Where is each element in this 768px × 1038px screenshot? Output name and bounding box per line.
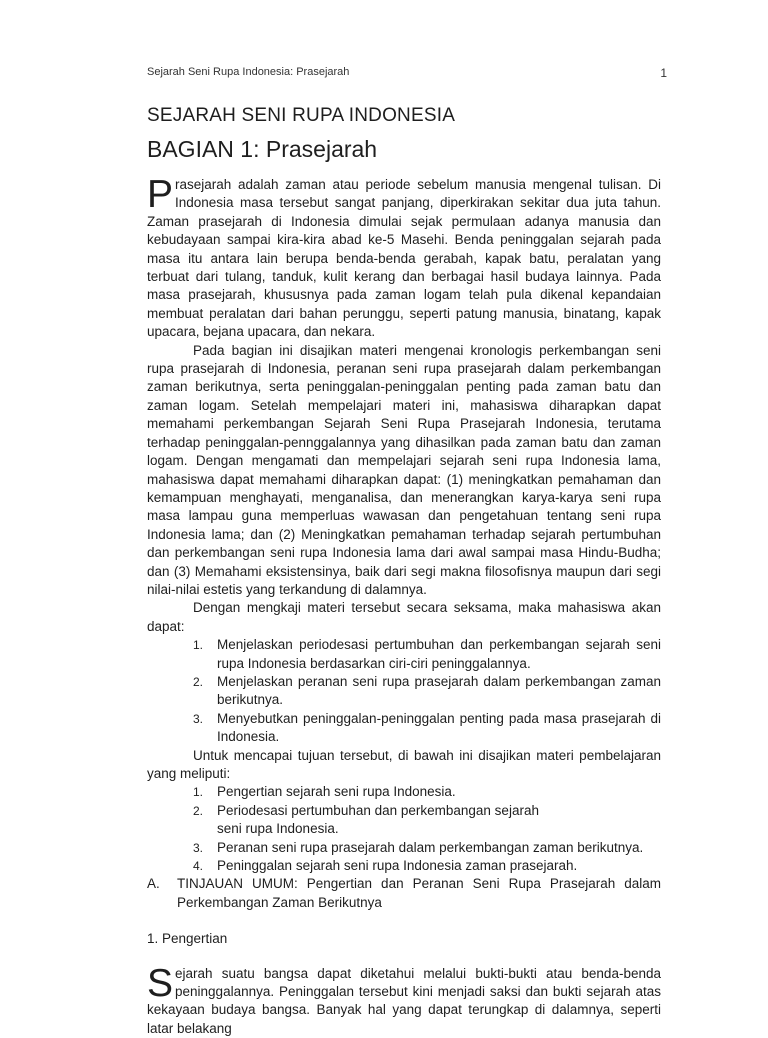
intro-paragraph xyxy=(147,173,661,342)
closing-dropcap: S xyxy=(147,961,174,1005)
document-title: SEJARAH SENI RUPA INDONESIA xyxy=(147,105,456,126)
list-item-text: Menyebutkan peninggalan-peninggalan penting pada masa prasejarah di Indonesia. xyxy=(217,710,661,745)
list-item-text: Pengertian sejarah seni rupa Indonesia. xyxy=(217,784,456,800)
section-a-heading xyxy=(147,875,661,912)
running-title: Sejarah Seni Rupa Indonesia: Prasejarah xyxy=(147,66,350,78)
list-item xyxy=(147,857,661,875)
intro-dropcap: P xyxy=(147,173,174,216)
list-item-number: 4. xyxy=(193,859,204,874)
closing-text: ejarah suatu bangsa dapat diketahui melalui bukti-bukti atau benda-benda peninggalannya. Peninggalan tersebut kini menjadi saksi dan bukti sejarah atas kekayaan budaya bangsa. Banyak hal yang dapat terungkap di dalamnya, seperti latar belakang xyxy=(147,965,661,1036)
page-number: 1 xyxy=(660,66,667,80)
part-title: BAGIAN 1: Prasejarah xyxy=(147,136,378,162)
list-item xyxy=(147,802,661,839)
list-item-text: Menjelaskan peranan seni rupa prasejarah dalam perkembangan zaman berikutnya. xyxy=(217,673,661,708)
list-item-number: 2. xyxy=(193,674,204,689)
list-item-number: 3. xyxy=(193,840,204,855)
section-title: TINJAUAN UMUM: Pengertian dan Peranan Seni Rupa Prasejarah dalam Perkembangan Zaman Berikutnya xyxy=(177,876,661,910)
list-item-text: Menjelaskan periodesasi pertumbuhan dan perkembangan sejarah seni rupa Indonesia berdasarkan ciri-ciri peninggalannya. xyxy=(217,637,661,671)
list-item-number: 3. xyxy=(193,711,204,726)
section-letter: A. xyxy=(147,876,160,892)
list-item xyxy=(147,673,661,710)
subsection-heading: 1. Pengertian xyxy=(147,931,228,947)
list-item-text: Peninggalan sejarah seni rupa Indonesia zaman prasejarah. xyxy=(217,858,578,874)
list-item xyxy=(147,839,661,857)
materials-list xyxy=(147,783,661,875)
list-item-number: 1. xyxy=(193,785,204,800)
objectives-list xyxy=(147,636,661,746)
list-item-text: Periodesasi pertumbuhan dan perkembangan sejarah seni rupa Indonesia. xyxy=(217,802,539,837)
paragraph-scope: Pada bagian ini disajikan materi mengenai kronologis perkembangan seni rupa prasejarah di Indonesia, peranan seni rupa prasejarah dalam perkembangan zaman berikutnya, serta peninggalan-peninggalan penting pada zaman batu dan zaman logam. Setelah mempelajari materi ini, mahasiswa diharapkan dapat memahami perkembangan Sejarah Seni Rupa Prasejarah Indonesia, terutama terhadap peninggalan-pennggalannya yang dihasilkan pada zaman batu dan zaman logam. Dengan mengamati dan mempelajari sejarah seni rupa Indonesia lama, mahasiswa dapat memahami diharapkan dapat: (1) meningkatkan pemahaman dan kemampuan menghayati, menganalisa, dan menerangkan karya-karya seni rupa masa lampau guna memperluas wawasan dan pengetahuan tentang seni rupa Indonesia lama; dan (2) Meningkatkan pemahaman terhadap sejarah pertumbuhan dan perkembangan seni rupa Indonesia lama dari awal sampai masa Hindu-Budha; dan (3) Memahami eksistensinya, baik dari segi makna filosofisnya maupun dari segi nilai-nilai estetis yang terkandung di dalamnya. xyxy=(147,342,661,597)
list-item xyxy=(147,636,661,673)
page-header xyxy=(147,66,667,78)
list-item xyxy=(147,783,661,801)
list-item-number: 1. xyxy=(193,638,204,653)
intro-text: rasejarah adalah zaman atau periode sebelum manusia mengenal tulisan. Di Indonesia masa tersebut sangat panjang, diperkirakan sekitar dua juta tahun. Zaman prasejarah di Indonesia dimulai sejak permulaan adanya manusia dan kebudayaan sampai kira-kira abad ke-5 Masehi. Benda peninggalan sejarah pada masa itu antara lain berupa benda-benda gerabah, kapak batu, peralatan yang terbuat dari tulang, tanduk, kulit kerang dan berbagai hasil budaya lainnya. Pada masa prasejarah, khususnya pada zaman logam telah pula dikenal kepandaian membuat peralatan dari bahan perunggu, seperti patung manusia, binatang, kapak upacara, bejana upacara, dan nekara. xyxy=(147,177,661,340)
paragraph-objectives-intro: Dengan mengkaji materi tersebut secara seksama, maka mahasiswa akan dapat: xyxy=(147,600,661,634)
page-body xyxy=(147,104,661,1038)
list-item-number: 2. xyxy=(193,803,204,818)
paragraph-materials-intro: Untuk mencapai tujuan tersebut, di bawah ini disajikan materi pembelajaran yang meliputi: xyxy=(147,747,661,781)
list-item-text: Peranan seni rupa prasejarah dalam perkembangan zaman berikutnya. xyxy=(217,839,644,855)
list-item xyxy=(147,710,661,747)
closing-paragraph xyxy=(147,961,661,1038)
